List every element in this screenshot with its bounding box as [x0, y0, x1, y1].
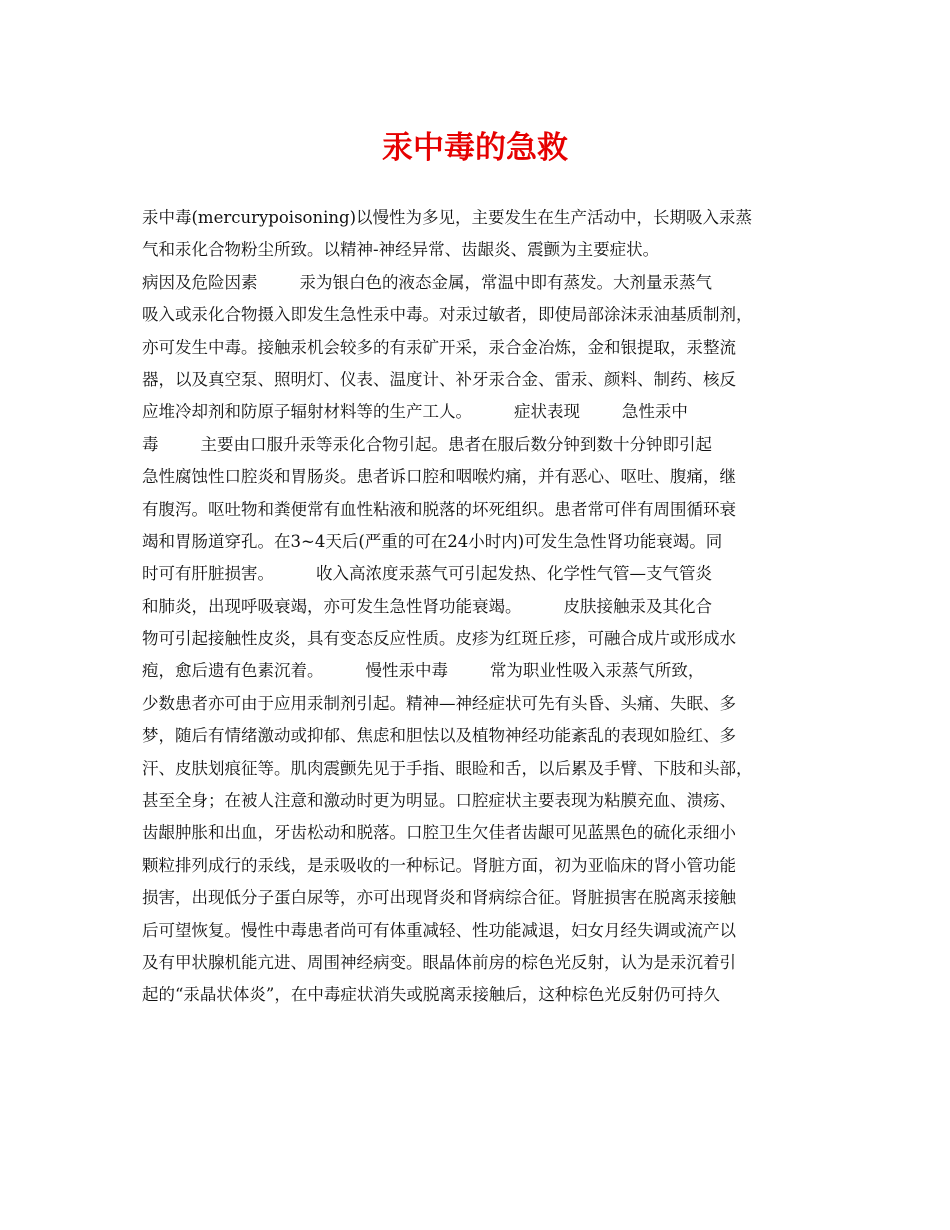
text-line: 梦，随后有情绪激动或抑郁、焦虑和胆怯以及植物神经功能紊乱的表现如脸红、多	[142, 726, 736, 746]
text-line: 汞中毒(mercurypoisoning)以慢性为多见，主要发生在生产活动中，长期吸入汞蒸	[142, 208, 753, 227]
text-line: 毒 主要由口服升汞等汞化合物引起。患者在服后数分钟到数十分钟即引起	[142, 434, 712, 454]
text-line: 齿龈肿胀和出血，牙齿松动和脱落。口腔卫生欠佳者齿龈可见蓝黑色的硫化汞细小	[142, 823, 736, 843]
text-line: 损害，出现低分子蛋白尿等，亦可出现肾炎和肾病综合征。肾脏损害在脱离汞接触	[142, 888, 736, 908]
text-line: 疱，愈后遗有色素沉着。 慢性汞中毒 常为职业性吸入汞蒸气所致，	[142, 661, 705, 681]
text-line: 后可望恢复。慢性中毒患者尚可有体重减轻、性功能减退，妇女月经失调或流产以	[142, 920, 736, 940]
text-line: 汗、皮肤划痕征等。肌肉震颤先见于手指、眼睑和舌，以后累及手臂、下肢和头部，	[142, 758, 753, 778]
text-line: 少数患者亦可由于应用汞制剂引起。精神—神经症状可先有头昏、头痛、失眠、多	[142, 693, 736, 713]
text-line: 时可有肝脏损害。 收入高浓度汞蒸气可引起发热、化学性气管—支气管炎	[142, 564, 712, 584]
document-body	[142, 202, 822, 1012]
text-line: 颗粒排列成行的汞线，是汞吸收的一种标记。肾脏方面，初为亚临床的肾小管功能	[142, 855, 736, 875]
text-line: 物可引起接触性皮炎，具有变态反应性质。皮疹为红斑丘疹，可融合成片或形成水	[142, 629, 736, 649]
text-line: 应堆冷却剂和防原子辐射材料等的生产工人。 症状表现 急性汞中	[142, 402, 688, 422]
text-line: 竭和胃肠道穿孔。在3~4天后(严重的可在24小时内)可发生急性肾功能衰竭。同	[142, 531, 723, 551]
text-line: 器，以及真空泵、照明灯、仪表、温度计、补牙汞合金、雷汞、颜料、制药、核反	[142, 369, 736, 389]
text-line: 急性腐蚀性口腔炎和胃肠炎。患者诉口腔和咽喉灼痛，并有恶心、呕吐、腹痛，继	[142, 467, 736, 487]
text-line: 吸入或汞化合物摄入即发生急性汞中毒。对汞过敏者，即使局部涂沫汞油基质制剂，	[142, 305, 753, 325]
text-line: 和肺炎，出现呼吸衰竭，亦可发生急性肾功能衰竭。 皮肤接触汞及其化合	[142, 596, 712, 616]
text-line: 及有甲状腺机能亢进、周围神经病变。眼晶体前房的棕色光反射，认为是汞沉着引	[142, 952, 736, 972]
text-line: 气和汞化合物粉尘所致。以精神-神经异常、齿龈炎、震颤为主要症状。	[142, 240, 660, 260]
text-line: 起的“汞晶状体炎”，在中毒症状消失或脱离汞接触后，这种棕色光反射仍可持久	[142, 985, 720, 1005]
text-line: 有腹泻。呕吐物和粪便常有血性粘液和脱落的坏死组织。患者常可伴有周围循环衰	[142, 499, 736, 519]
text-line: 甚至全身；在被人注意和激动时更为明显。口腔症状主要表现为粘膜充血、溃疡、	[142, 791, 736, 811]
text-line: 病因及危险因素 汞为银白色的液态金属，常温中即有蒸发。大剂量汞蒸气	[142, 272, 712, 292]
text-line: 亦可发生中毒。接触汞机会较多的有汞矿开采，汞合金冶炼，金和银提取，汞整流	[142, 337, 736, 357]
page-title: 汞中毒的急救	[382, 130, 568, 166]
